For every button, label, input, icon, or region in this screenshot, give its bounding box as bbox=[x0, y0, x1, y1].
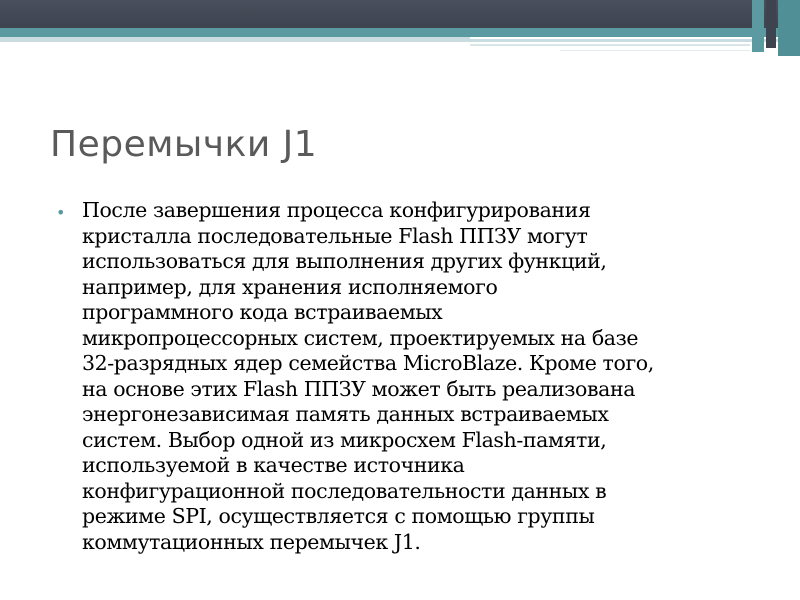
body-line: на основе этих Flash ППЗУ может быть реализована bbox=[82, 376, 636, 401]
header-divider-line bbox=[470, 37, 800, 39]
header-band-dark bbox=[0, 0, 800, 28]
body-line: кристалла последовательные Flash ППЗУ могут bbox=[82, 223, 588, 248]
body-line: например, для хранения исполняемого bbox=[82, 274, 498, 299]
body-line: 32-разрядных ядер семейства MicroBlaze. Кроме того, bbox=[82, 351, 654, 375]
body-line: После завершения процесса конфигурирования bbox=[82, 198, 591, 222]
body-line: используемой в качестве источника bbox=[82, 453, 465, 477]
header-accent-line bbox=[470, 44, 750, 46]
slide-body bbox=[56, 198, 756, 555]
corner-accent-teal bbox=[752, 0, 764, 52]
bullet-icon: • bbox=[56, 203, 66, 222]
header-band-teal bbox=[0, 28, 800, 37]
bullet-item bbox=[56, 198, 756, 555]
body-line: использоваться для выполнения других функций, bbox=[82, 249, 607, 273]
body-line: энергонезависимая память данных встраиваемых bbox=[82, 402, 609, 426]
body-line: программного кода встраиваемых bbox=[82, 300, 443, 324]
body-line: коммутационных перемычек J1. bbox=[82, 529, 421, 554]
body-line: режиме SPI, осуществляется с помощью группы bbox=[82, 504, 595, 528]
body-line: микропроцессорных систем, проектируемых на базе bbox=[82, 325, 639, 350]
corner-accent-edge bbox=[778, 0, 800, 56]
body-line: систем. Выбор одной из микросхем Flash-памяти, bbox=[82, 427, 607, 452]
header-accent-line-secondary bbox=[560, 50, 750, 51]
corner-accent-dark bbox=[766, 0, 776, 48]
body-line: конфигурационной последовательности данных в bbox=[82, 478, 607, 503]
slide-title: Перемычки J1 bbox=[50, 124, 318, 165]
bullet-text bbox=[82, 198, 756, 555]
